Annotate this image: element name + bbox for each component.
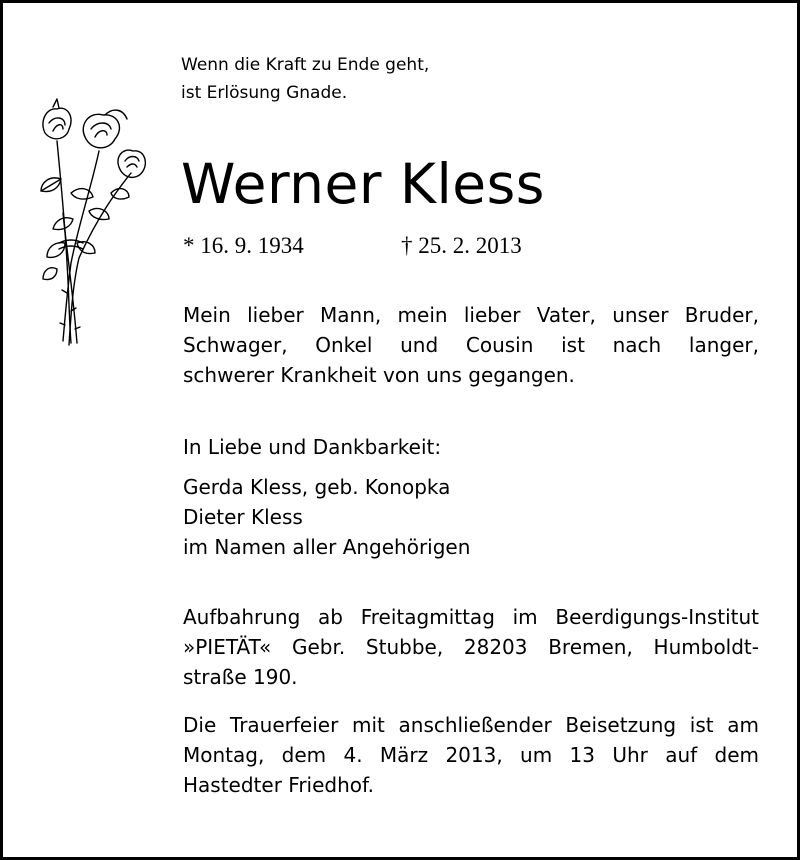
mourner-name: Gerda Kless, geb. Konopka bbox=[183, 475, 451, 499]
text-line: Hastedter Friedhof. bbox=[183, 773, 374, 797]
deceased-name: Werner Kless bbox=[181, 152, 545, 216]
text-line: Montag, dem 4. März 2013, um 13 Uhr auf dem bbox=[183, 743, 759, 767]
text-line: straße 190. bbox=[183, 665, 298, 689]
farewell-intro: In Liebe und Dankbarkeit: bbox=[183, 435, 442, 459]
motto-line: ist Erlösung Gnade. bbox=[181, 83, 348, 103]
text-line: Schwager, Onkel und Cousin ist nach langer, bbox=[183, 333, 759, 357]
motto-line: Wenn die Kraft zu Ende geht, bbox=[181, 55, 430, 75]
text-line: Die Trauerfeier mit anschließender Beisetzung ist am bbox=[183, 713, 759, 737]
text-line: Mein lieber Mann, mein lieber Vater, unser Bruder, bbox=[183, 303, 759, 327]
funeral-info bbox=[183, 710, 759, 800]
rose-bouquet-icon bbox=[27, 93, 157, 353]
announcement-text bbox=[183, 300, 759, 390]
text-line: schwerer Krankheit von uns gegangen. bbox=[183, 363, 575, 387]
mourners-list bbox=[183, 472, 759, 562]
birth-date: * 16. 9. 1934 bbox=[183, 233, 304, 258]
text-line: Aufbahrung ab Freitagmittag im Beerdigungs-Institut bbox=[183, 605, 759, 629]
mourner-name: Dieter Kless bbox=[183, 505, 303, 529]
viewing-info bbox=[183, 602, 759, 692]
death-date: † 25. 2. 2013 bbox=[401, 233, 522, 258]
motto-quote bbox=[181, 51, 429, 107]
mourner-name: im Namen aller Angehörigen bbox=[183, 535, 471, 559]
life-dates bbox=[183, 231, 522, 261]
text-line: »PIETÄT« Gebr. Stubbe, 28203 Bremen, Humboldt- bbox=[183, 635, 759, 659]
